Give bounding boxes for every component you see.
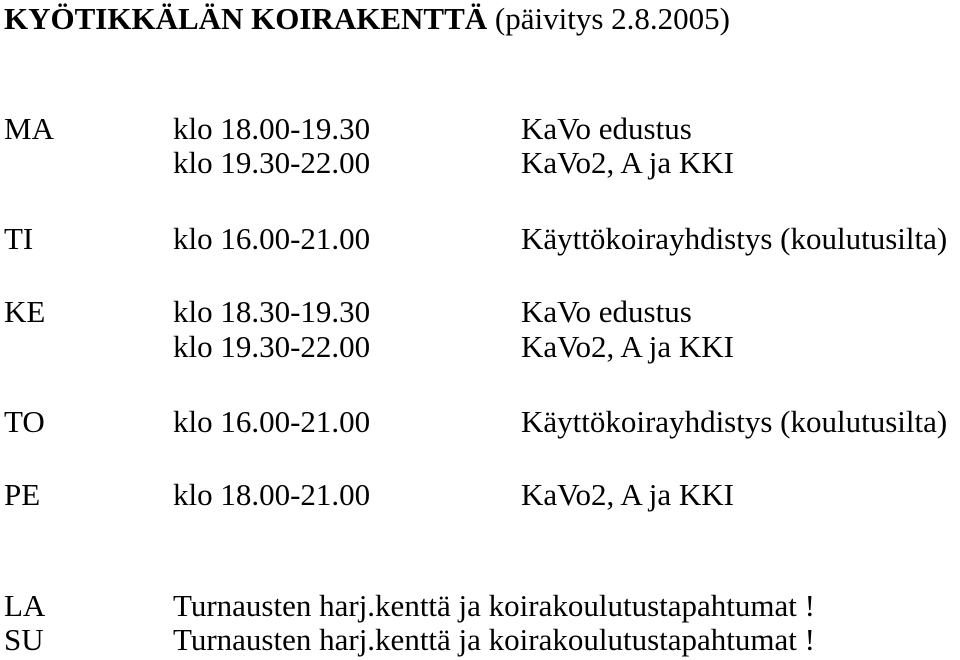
time-slot: klo 18.00-19.30: [173, 111, 371, 146]
time-slot: klo 18.00-21.00: [173, 477, 371, 512]
activity-text: KaVo2, A ja KKI: [521, 145, 734, 180]
page-title-update-date: (päivitys 2.8.2005): [494, 1, 730, 36]
time-slot: klo 16.00-21.00: [173, 221, 371, 256]
schedule-row-pe-1: [0, 479, 960, 513]
day-label-la: LA: [4, 588, 46, 623]
time-slot: klo 16.00-21.00: [173, 404, 371, 439]
page-title: [4, 3, 730, 34]
activity-text: Käyttökoirayhdistys (koulutusilta): [521, 221, 948, 256]
day-label-ti: TI: [4, 221, 34, 256]
schedule-row-ma-1: [0, 113, 960, 147]
day-label-to: TO: [4, 404, 45, 439]
schedule-row-ma-2: [0, 147, 960, 181]
schedule-row-ti-1: [0, 223, 960, 257]
schedule-row-su: [0, 624, 960, 658]
activity-text: KaVo2, A ja KKI: [521, 477, 734, 512]
activity-text: KaVo edustus: [521, 294, 692, 329]
activity-text: KaVo edustus: [521, 111, 692, 146]
schedule-row-ke-2: [0, 331, 960, 365]
schedule-row-la: [0, 590, 960, 624]
time-slot: klo 19.30-22.00: [173, 329, 371, 364]
time-slot: klo 19.30-22.00: [173, 145, 371, 180]
weekend-note: Turnausten harj.kenttä ja koirakoulutustapahtumat !: [173, 622, 815, 657]
activity-text: KaVo2, A ja KKI: [521, 329, 734, 364]
schedule-row-ke-1: [0, 296, 960, 330]
activity-text: Käyttökoirayhdistys (koulutusilta): [521, 404, 948, 439]
day-label-ma: MA: [4, 111, 54, 146]
day-label-pe: PE: [4, 477, 41, 512]
page-title-main: KYÖTIKKÄLÄN KOIRAKENTTÄ: [4, 1, 488, 36]
day-label-su: SU: [4, 622, 44, 657]
day-label-ke: KE: [4, 294, 46, 329]
time-slot: klo 18.30-19.30: [173, 294, 371, 329]
weekend-note: Turnausten harj.kenttä ja koirakoulutustapahtumat !: [173, 588, 815, 623]
schedule-row-to-1: [0, 406, 960, 440]
